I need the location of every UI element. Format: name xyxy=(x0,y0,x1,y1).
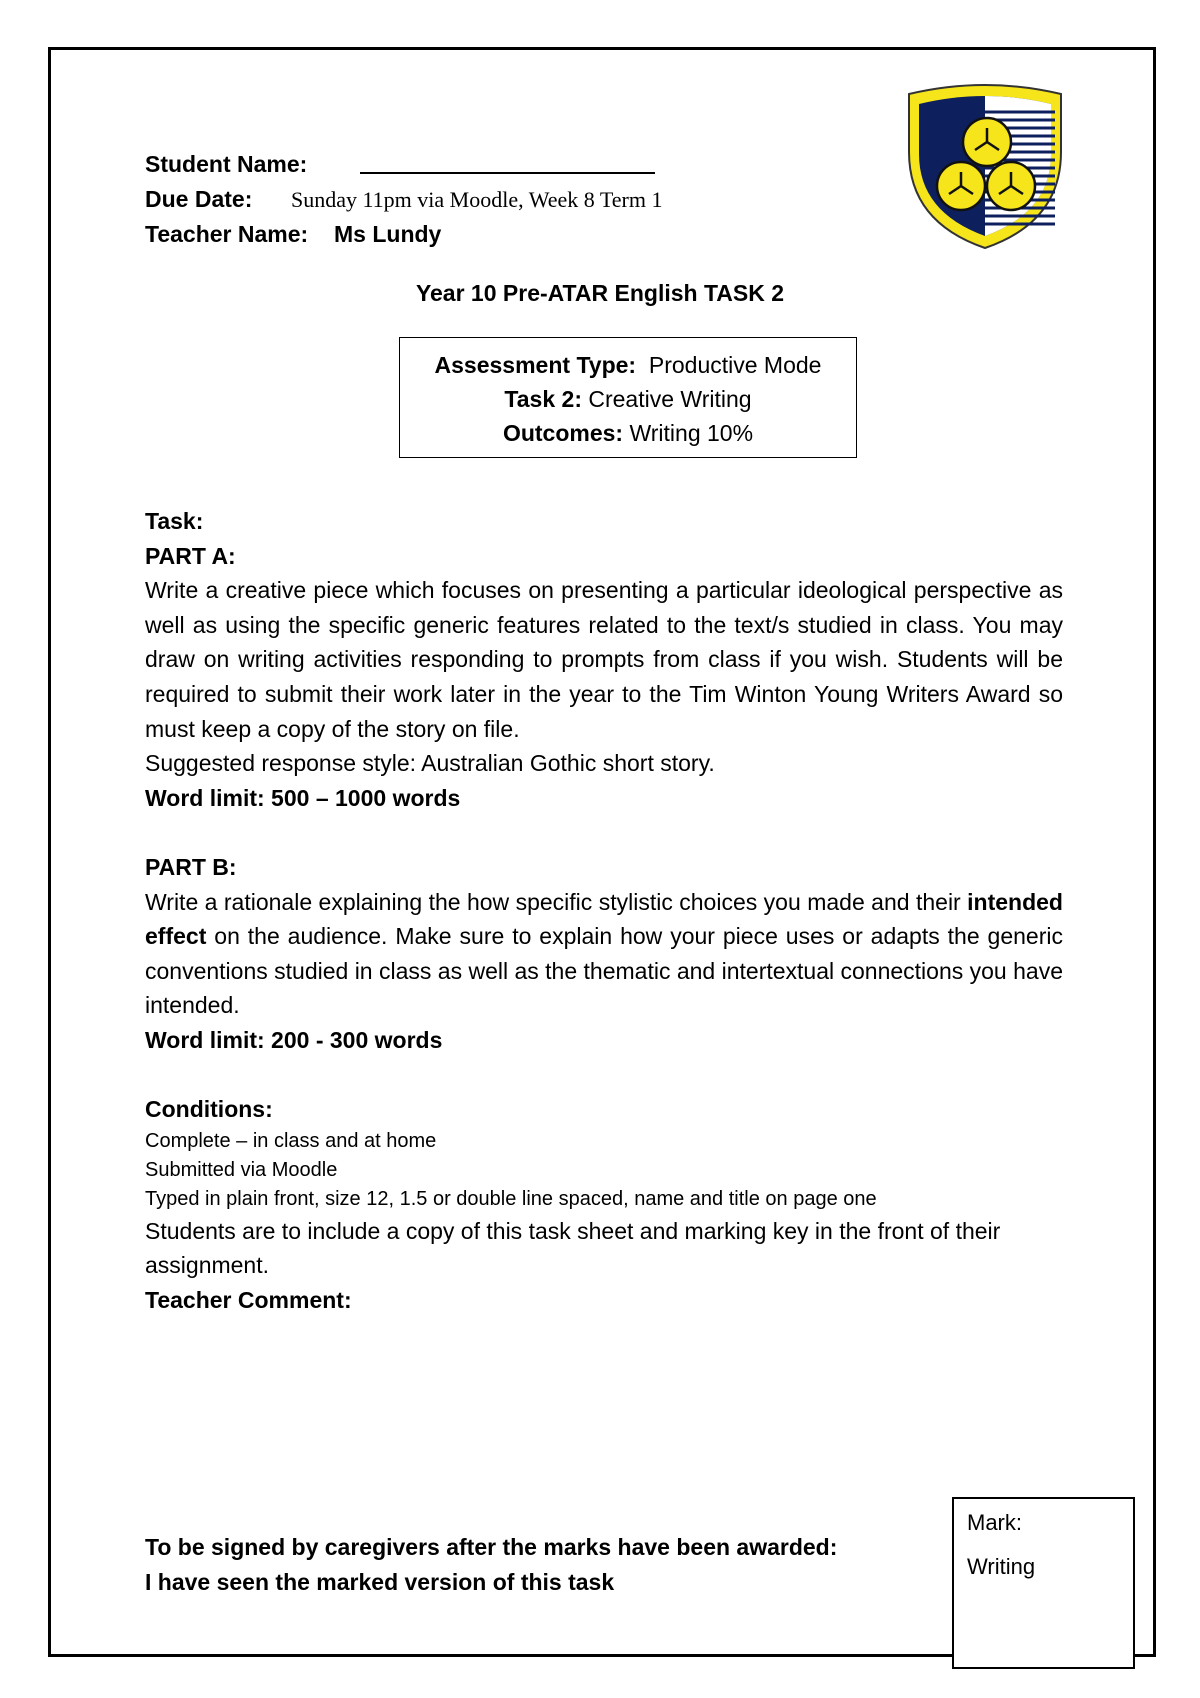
caregiver-signoff xyxy=(145,1530,837,1600)
caregiver-signoff-line2: I have seen the marked version of this task xyxy=(145,1569,615,1595)
part-a-body: Write a creative piece which focuses on presenting a particular ideological perspective as well as using the specific generic features related to the text/s studied in class. You may draw on writing activities responding to prompts from class if you wish. Students will be required to submit their work later in the year to the Tim Winton Young Writers Award so must keep a copy of the story on file. xyxy=(145,577,1063,742)
part-b-body xyxy=(145,885,1063,1023)
condition-item: Submitted via Moodle xyxy=(145,1158,338,1181)
part-a-heading: PART A: xyxy=(145,542,236,569)
mark-box xyxy=(952,1497,1135,1669)
part-b-body-post: on the audience. Make sure to explain how your piece uses or adapts the generic conventions studied in class as well as the thematic and intertextual connections you have intended. xyxy=(145,923,1063,1019)
part-b-heading: PART B: xyxy=(145,853,237,880)
task-content xyxy=(145,504,1063,1317)
school-crest-icon xyxy=(905,82,1065,250)
teacher-comment-label: Teacher Comment: xyxy=(145,1286,352,1313)
due-date-label: Due Date: xyxy=(145,186,253,212)
part-a-style: Suggested response style: Australian Gothic short story. xyxy=(145,750,715,777)
due-date-value: Sunday 11pm via Moodle, Week 8 Term 1 xyxy=(291,187,663,212)
mark-label: Mark: xyxy=(967,1510,1022,1535)
caregiver-signoff-line1: To be signed by caregivers after the marks have been awarded: xyxy=(145,1534,838,1560)
assessment-box xyxy=(399,337,857,458)
student-name-field[interactable] xyxy=(360,172,655,174)
assessment-type-label: Assessment Type: xyxy=(434,352,637,378)
mark-category: Writing xyxy=(967,1554,1036,1579)
assessment-outcomes-value: Writing 10% xyxy=(629,420,754,446)
teacher-name-value: Ms Lundy xyxy=(334,221,442,247)
condition-item: Complete – in class and at home xyxy=(145,1129,437,1152)
student-name-label: Student Name: xyxy=(145,151,308,177)
assessment-task-label: Task 2: xyxy=(504,386,582,412)
condition-item: Typed in plain front, size 12, 1.5 or double line spaced, name and title on page one xyxy=(145,1187,877,1210)
task-heading: Task: xyxy=(145,508,204,534)
assessment-type-value: Productive Mode xyxy=(648,352,822,378)
assessment-outcomes-label: Outcomes: xyxy=(502,420,624,446)
conditions-heading: Conditions: xyxy=(145,1096,273,1123)
assessment-task-line xyxy=(400,382,856,416)
assessment-type-line xyxy=(400,348,856,382)
assessment-outcomes-line xyxy=(400,416,856,450)
conditions-note: Students are to include a copy of this task sheet and marking key in the front of their assignment. xyxy=(145,1217,1001,1279)
part-b-body-emphasis: intended effect xyxy=(145,888,1063,950)
teacher-name-label: Teacher Name: xyxy=(145,221,309,247)
page-title: Year 10 Pre-ATAR English TASK 2 xyxy=(415,280,785,306)
part-b-word-limit: Word limit: 200 - 300 words xyxy=(145,1026,443,1053)
part-a-word-limit: Word limit: 500 – 1000 words xyxy=(145,784,461,811)
part-b-body-pre: Write a rationale explaining the how specific stylistic choices you made and their xyxy=(145,888,968,915)
assessment-task-value: Creative Writing xyxy=(588,386,752,412)
